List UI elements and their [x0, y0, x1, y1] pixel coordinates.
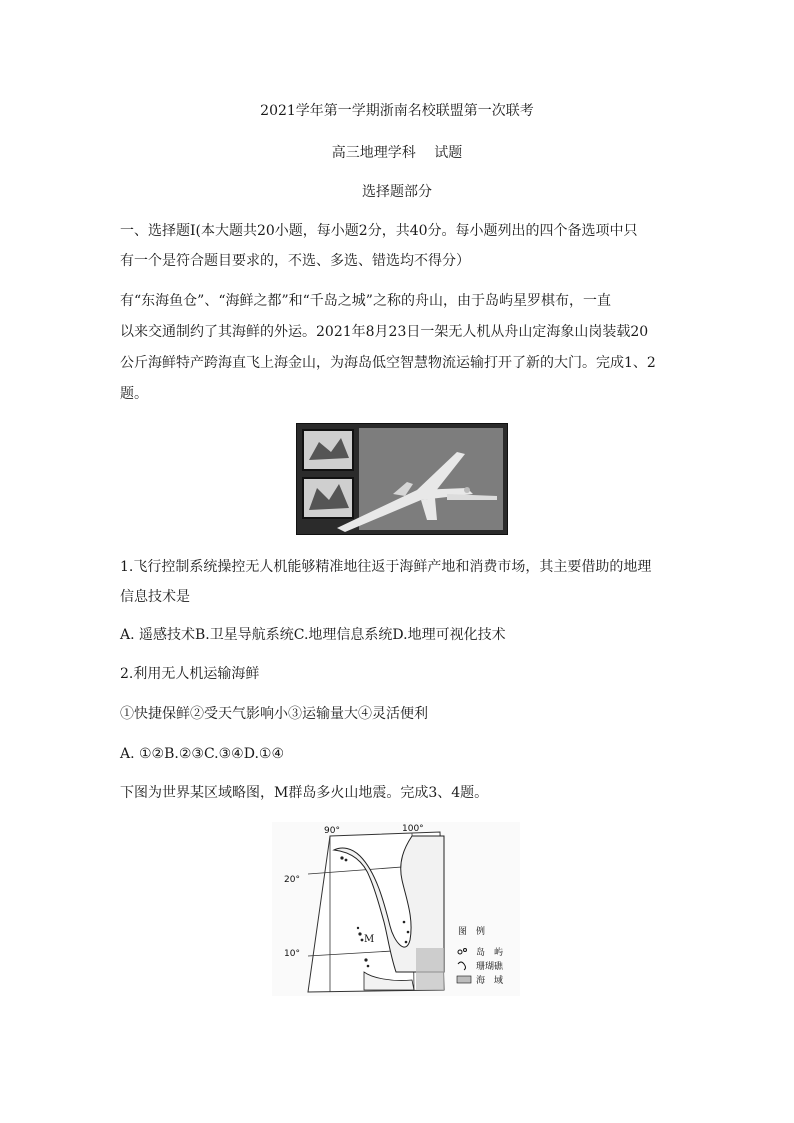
legend-island-icon	[458, 949, 467, 955]
passage1-line-1: 有“东海鱼仓”、“海鲜之都”和“千岛之城”之称的舟山，由于岛屿星罗棋布，一直	[120, 293, 611, 309]
q2-items: ①快捷保鲜②受天气影响小③运输量大④灵活便利	[120, 706, 428, 722]
drone-photo	[296, 423, 508, 535]
q1-stem-line-1: 1.飞行控制系统操控无人机能够精准地往返于海鲜产地和消费市场，其主要借助的地理	[120, 559, 652, 575]
passage2-line-1: 下图为世界某区域略图，M群岛多火山地震。完成3、4题。	[120, 785, 489, 801]
map-lat-10: 10°	[284, 949, 300, 959]
region-map-figure	[272, 822, 520, 996]
passage1-line-4: 题。	[120, 386, 148, 402]
map-lon-90: 90°	[324, 826, 340, 836]
instructions-line-1: 一、选择题Ⅰ(本大题共20小题，每小题2分，共40分。每小题列出的四个备选项中只	[120, 223, 638, 239]
instructions-line-2: 有一个是符合题目要求的，不选、多选、错选均不得分）	[120, 253, 470, 269]
exam-title: 2021学年第一学期浙南名校联盟第一次联考	[260, 103, 534, 119]
q1-options: A. 遥感技术B.卫星导航系统C.地理信息系统D.地理可视化技术	[120, 627, 506, 643]
region-map	[272, 822, 520, 996]
passage1-line-2: 以来交通制约了其海鲜的外运。2021年8月23日一架无人机从舟山定海象山岗装载20	[120, 324, 649, 340]
legend-sea-label: 海 域	[476, 976, 504, 986]
map-lat-20: 20°	[284, 875, 300, 885]
legend-coral-icon	[458, 962, 466, 970]
exam-subtitle: 高三地理学科 试题	[331, 145, 463, 161]
map-lon-100: 100°	[402, 824, 424, 834]
map-island-m-label: M	[364, 934, 375, 945]
q2-stem: 2.利用无人机运输海鲜	[120, 666, 260, 682]
legend-title: 图 例	[458, 927, 486, 937]
q1-stem-line-2: 信息技术是	[120, 589, 190, 605]
q2-options: A. ①②B.②③C.③④D.①④	[120, 746, 284, 762]
passage1-line-3: 公斤海鲜特产跨海直飞上海金山，为海岛低空智慧物流运输打开了新的大门。完成1、2	[120, 355, 656, 371]
drone-photo-image	[297, 424, 507, 534]
legend-sea-swatch	[457, 976, 471, 983]
legend-island-label: 岛 屿	[476, 948, 504, 958]
section-heading: 选择题部分	[362, 184, 432, 200]
legend-coral-label: 珊瑚礁	[476, 962, 504, 972]
